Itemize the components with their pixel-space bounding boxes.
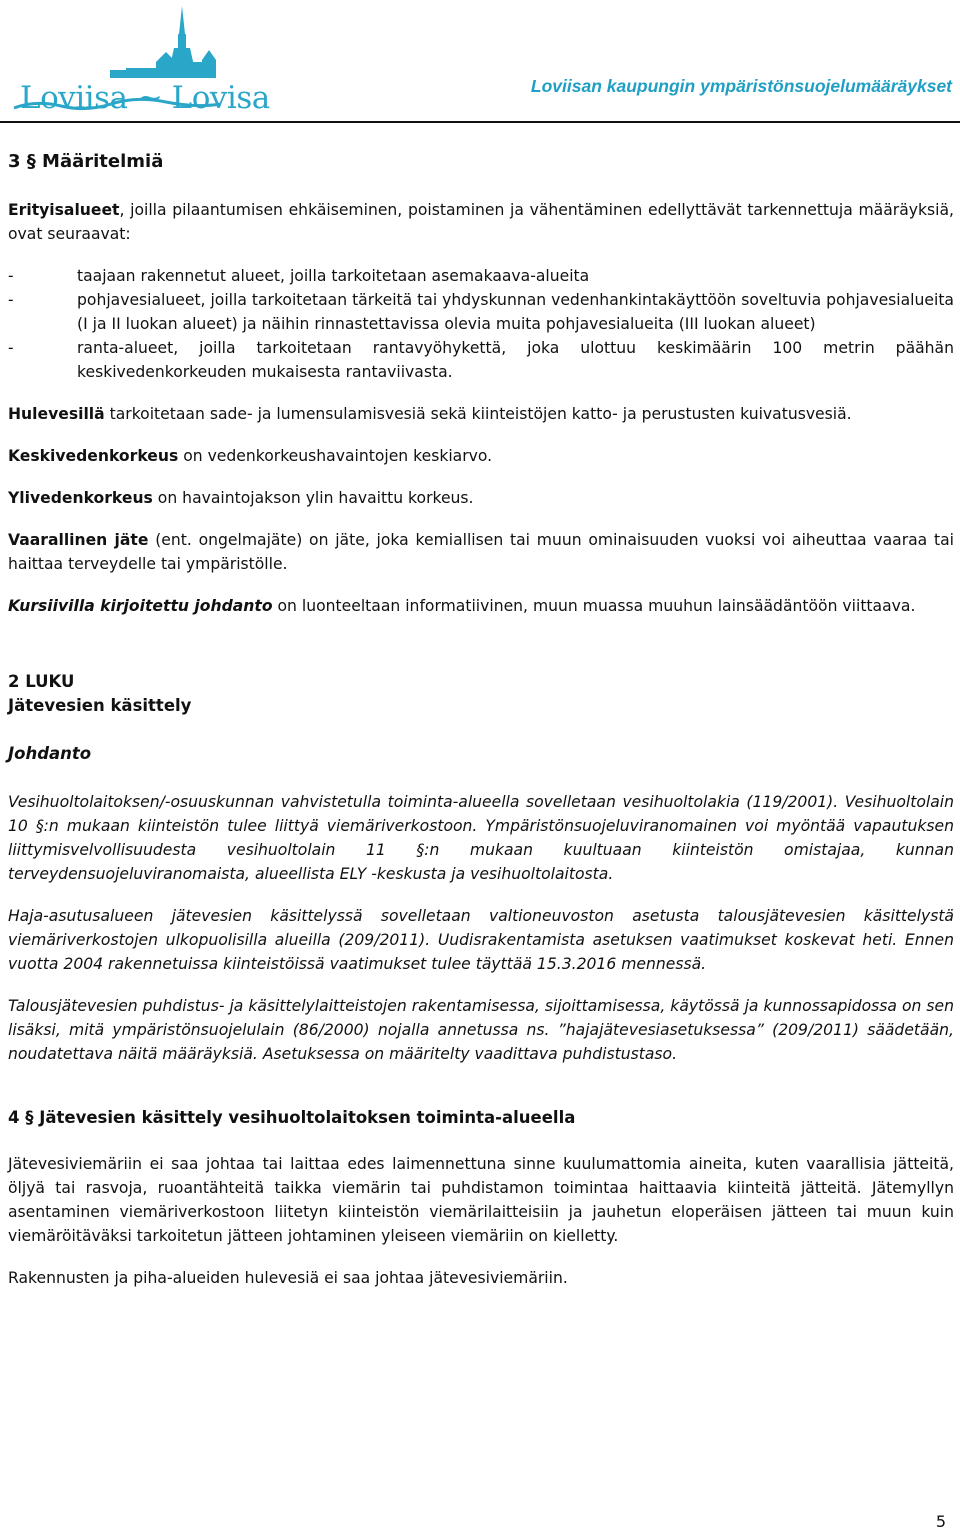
header-divider <box>0 121 960 123</box>
intro-paragraph: Talousjätevesien puhdistus- ja käsittelylaitteistojen rakentamisessa, sijoittamisessa, käytössä ja kunnossapidossa on sen lisäksi, mitä ympäristönsuojelulain (86/2000) nojalla annetussa ns. ”hajajätevesiasetuksessa” (209/2011) säädetään, noudatettava näitä määräyksiä. Asetuksessa on määritelty vaadittava puhdistustaso. <box>8 997 954 1063</box>
document-body <box>8 150 954 1308</box>
section-4-paragraph: Jätevesiviemäriin ei saa johtaa tai laittaa edes laimennettuna sinne kuulumattomia aineita, kuten vaarallisia jätteitä, öljyä tai rasvoja, ruoantähteitä taikka viemärin tai puhdistamon toimintaa haittaavia kiinteitä jätteitä. Jätemyllyn asentaminen viemäriverkostoon liitetyn kiinteistön viemärilaitteisiin ja jauhetun eloperäisen jätteen tai muun kuin viemäröitäväksi tarkoitetun jätteen johtaminen yleiseen viemäriin on kielletty. <box>8 1155 954 1245</box>
definition-keskivedenkorkeus: Keskivedenkorkeus on vedenkorkeushavaintojen keskiarvo. <box>8 447 493 465</box>
intro-paragraph: Haja-asutusalueen jätevesien käsittelyssä sovelletaan valtioneuvoston asetusta talousjätevesien käsittelystä viemäriverkostojen ulkopuolisilla alueilla (209/2011). Uudisrakentamista asetuksen vaatimukset koskevat heti. Ennen vuotta 2004 rakennetuissa kiinteistöissä vaatimukset tulee täyttää 15.3.2016 mennessä. <box>8 907 954 973</box>
header-title: Loviisan kaupungin ympäristönsuojelumääräykset <box>530 76 952 96</box>
page-number: 5 <box>935 1512 946 1531</box>
definition-hulevesi: Hulevesillä tarkoitetaan sade- ja lumensulamisvesiä sekä kiinteistöjen katto- ja perustusten kuivatusvesiä. <box>8 405 852 423</box>
section-4-heading: 4 § Jätevesien käsittely vesihuoltolaitoksen toiminta-alueella <box>8 1108 576 1127</box>
section-3-heading: 3 § Määritelmiä <box>8 151 164 172</box>
section-4-paragraph: Rakennusten ja piha-alueiden hulevesiä ei saa johtaa jätevesiviemäriin. <box>8 1269 568 1287</box>
definition-vaarallinen-jate: Vaarallinen jäte (ent. ongelmajäte) on jäte, joka kemiallisen tai muun ominaisuuden vuoksi voi aiheuttaa vaaraa tai haittaa terveydelle tai ympäristölle. <box>8 531 954 573</box>
page-header <box>0 0 960 122</box>
erityisalueet-list <box>8 264 954 384</box>
list-item: - taajaan rakennetut alueet, joilla tarkoitetaan asemakaava-alueita <box>8 267 590 285</box>
definition-ylivedenkorkeus: Ylivedenkorkeus on havaintojakson ylin havaittu korkeus. <box>8 489 474 507</box>
logo-text: Loviisa ~ Lovisa <box>20 80 270 116</box>
list-item: - ranta-alueet, joilla tarkoitetaan rantavyöhykettä, joka ulottuu keskimäärin 100 metrin päähän keskivedenkorkeuden mukaisesta rantaviivasta. <box>8 339 954 381</box>
definition-text: , joilla pilaantumisen ehkäiseminen, poistaminen ja vähentäminen edellyttävät tarkennettuja määräyksiä, ovat seuraavat: <box>8 201 954 243</box>
intro-paragraph: Vesihuoltolaitoksen/-osuuskunnan vahvistetulla toiminta-alueella sovelletaan vesihuoltolakia (119/2001). Vesihuoltolain 10 §:n mukaan kiinteistön tulee liittyä viemäriverkostoon. Ympäristönsuojeluviranomainen voi myöntää vapautuksen liittymisvelvollisuudesta vesihuoltolain 11 §:n mukaan kuultuaan kiinteistön omistajaa, kunnan terveydensuojeluviranomaista, alueellista ELY -keskusta ja vesihuoltolaitosta. <box>8 793 954 883</box>
intro-heading: Johdanto <box>8 744 92 763</box>
definition-kursiivi: Kursiivilla kirjoitettu johdanto on luonteeltaan informatiivinen, muun muassa muuhun lainsäädäntöön viittaava. <box>8 597 916 615</box>
term: Erityisalueet <box>8 201 120 219</box>
list-item: - pohjavesialueet, joilla tarkoitetaan tärkeitä tai yhdyskunnan vedenhankintakäyttöön soveltuvia pohjavesialueita (I ja II luokan alueet) ja näihin rinnastettavissa olevia muita pohjavesialueita (III luokan alueet) <box>8 291 954 333</box>
chapter-title: Jätevesien käsittely <box>8 696 192 715</box>
definition-erityisalueet <box>8 198 954 246</box>
chapter-number: 2 LUKU <box>8 672 75 691</box>
